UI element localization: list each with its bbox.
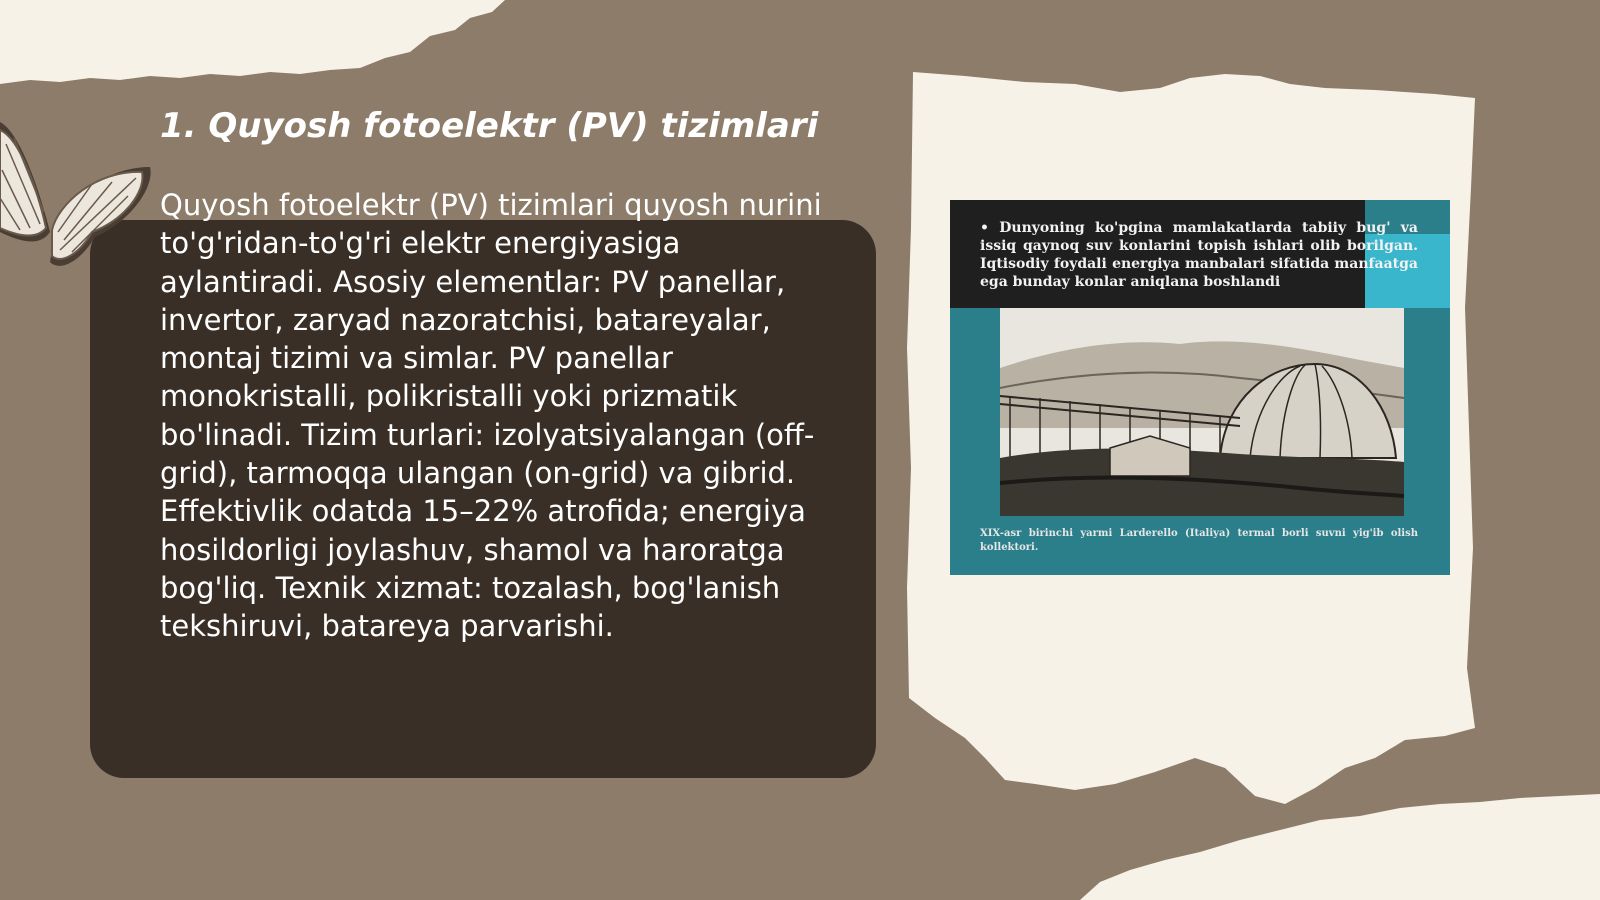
collector-sketch-image: [1000, 308, 1404, 516]
historical-photo: [950, 200, 1450, 575]
photo-caption-bottom: XIX-asr birinchi yarmi Larderello (Italiya) termal borli suvni yig'ib olish kollektori.: [980, 528, 1418, 553]
slide-title: 1. Quyosh fotoelektr (PV) tizimlari: [160, 106, 819, 146]
butterfly-icon: [0, 112, 170, 282]
torn-paper-top-left: [0, 0, 520, 95]
photo-caption-top: • Dunyoning ko'pgina mamlakatlarda tabiiy bug' va issiq qaynoq suv konlarini topish ishlari olib borilgan. Iqtisodiy foydali energiya manbalari sifatida manfaatga ega bunday konlar aniqlana boshlandi: [980, 220, 1418, 290]
slide-body-text: Quyosh fotoelektr (PV) tizimlari quyosh nurini to'g'ridan-to'g'ri elektr energiyasiga aylantiradi. Asosiy elementlar: PV panellar, invertor, zaryad nazoratchisi, batareyalar, montaj tizimi va simlar. PV panellar monokristalli, polikristalli yoki prizmatik bo'linadi. Tizim turlari: izolyatsiyalangan (off-grid), tarmoqqa ulangan (on-grid) va gibrid. Effektivlik odatda 15–22% atrofida; energiya hosildorligi joylashuv, shamol va haroratga bog'liq. Texnik xizmat: tozalash, bog'lanish tekshiruvi, batareya parvarishi.: [160, 188, 822, 644]
